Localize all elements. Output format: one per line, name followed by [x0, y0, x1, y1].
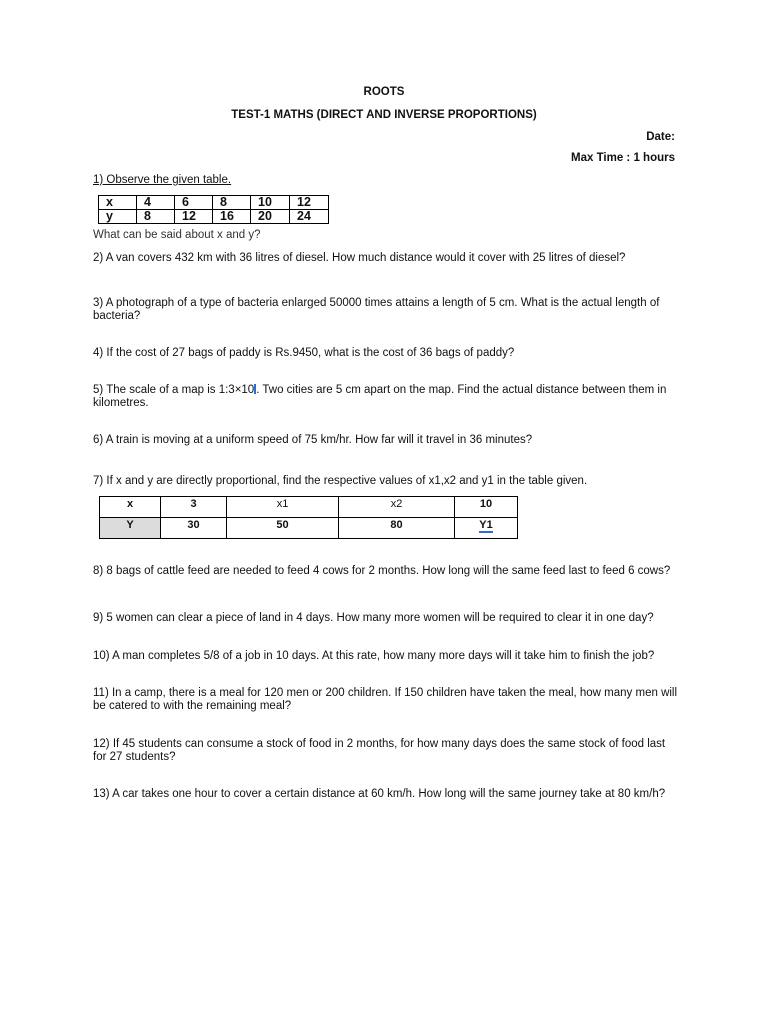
question-5 [93, 384, 678, 410]
table-cell: 24 [290, 210, 329, 224]
question-1-followup: What can be said about x and y? [93, 229, 261, 241]
table-cell: 12 [290, 196, 329, 210]
table-cell: y [99, 210, 137, 224]
table-cell-value: Y1 [479, 519, 493, 531]
question-6: 6) A train is moving at a uniform speed of 75 km/hr. How far will it travel in 36 minutes? [93, 434, 533, 446]
question-1: 1) Observe the given table. [93, 174, 232, 186]
question-13: 13) A car takes one hour to cover a certain distance at 60 km/h. How long will the same journey take at 80 km/h? [93, 788, 666, 800]
table-cell: 8 [213, 196, 251, 210]
max-time: Max Time : 1 hours [571, 152, 675, 164]
test-title: TEST-1 MATHS (DIRECT AND INVERSE PROPORTIONS) [231, 109, 537, 121]
question-11: 11) In a camp, there is a meal for 120 men or 200 children. If 150 children have taken the meal, how many men will be catered to with the remaining meal? [93, 687, 678, 712]
question-12: 12) If 45 students can consume a stock of food in 2 months, for how many days does the same stock of food last for 27 students? [93, 738, 666, 763]
question-9: 9) 5 women can clear a piece of land in 4 days. How many more women will be required to clear it in one day? [93, 612, 654, 624]
table-cell: x2 [339, 497, 455, 518]
table-cell: 16 [213, 210, 251, 224]
table-cell: 50 [227, 518, 339, 539]
table-2 [99, 496, 518, 539]
school-name: ROOTS [363, 86, 405, 98]
table-row [99, 210, 329, 224]
table-cell: 20 [251, 210, 290, 224]
table-cell: 80 [339, 518, 455, 539]
table-cell: 10 [251, 196, 290, 210]
question-4: 4) If the cost of 27 bags of paddy is Rs.9450, what is the cost of 36 bags of paddy? [93, 347, 515, 359]
table-row [100, 497, 518, 518]
question-8: 8) 8 bags of cattle feed are needed to feed 4 cows for 2 months. How long will the same feed last to feed 6 cows? [93, 565, 671, 577]
question-5-part1: 5) The scale of a map is 1:3×10 [93, 384, 255, 396]
table-cell: x [99, 196, 137, 210]
table-cell: x [100, 497, 161, 518]
table-cell: Y [100, 518, 161, 539]
question-7: 7) If x and y are directly proportional, find the respective values of x1,x2 and y1 in the table given. [93, 475, 588, 487]
table-cell: x1 [227, 497, 339, 518]
table-cell: 8 [137, 210, 175, 224]
table-row [99, 196, 329, 210]
table-cell: 30 [161, 518, 227, 539]
date-label: Date: [646, 131, 675, 143]
table-cell: 4 [137, 196, 175, 210]
table-cell [455, 518, 518, 539]
table-cell: 6 [175, 196, 213, 210]
question-2: 2) A van covers 432 km with 36 litres of diesel. How much distance would it cover with 25 litres of diesel? [93, 252, 626, 264]
question-5-part2: . Two cities are 5 cm apart on the map. Find the actual distance between them in kilometres. [93, 384, 667, 409]
table-cell: 12 [175, 210, 213, 224]
question-10: 10) A man completes 5/8 of a job in 10 days. At this rate, how many more days will it take him to finish the job? [93, 650, 655, 662]
table-row [100, 518, 518, 539]
table-cell: 3 [161, 497, 227, 518]
table-cell: 10 [455, 497, 518, 518]
question-3: 3) A photograph of a type of bacteria enlarged 50000 times attains a length of 5 cm. What is the actual length of bacteria? [93, 297, 660, 322]
table-1 [98, 195, 329, 224]
